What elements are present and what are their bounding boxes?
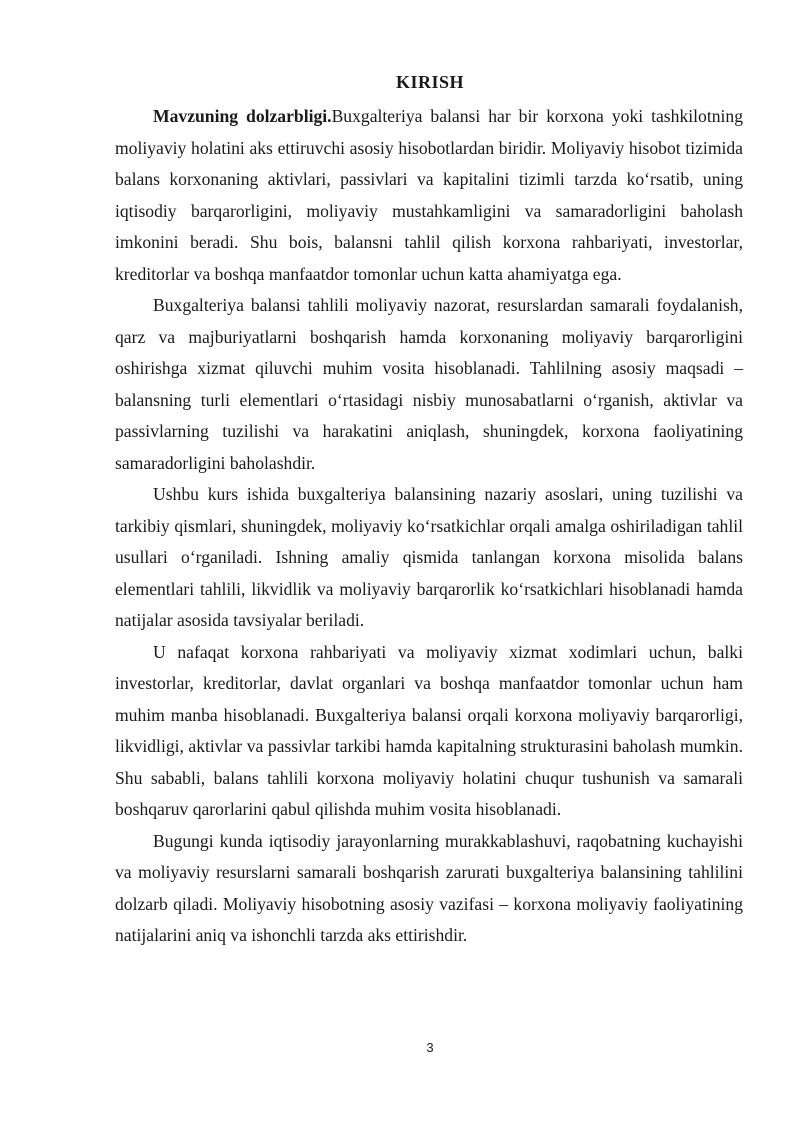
paragraph-lead: Mavzuning dolzarbligi. xyxy=(153,106,332,126)
paragraph-2: Buxgalteriya balansi tahlili moliyaviy nazorat, resurslardan samarali foydalanish, qarz va majburiyatlarni boshqarish hamda korxonaning moliyaviy barqarorligini oshirishga xizmat qiluvchi muhim vosita hisoblanadi. Tahlilning asosiy maqsadi – balansning turli elementlari o‘rtasidagi nisbiy munosabatlarni o‘rganish, aktivlar va passivlarning tuzilishi va harakatini aniqlash, shuningdek, korxona faoliyatining samaradorligini baholashdir. xyxy=(115,295,743,473)
page-number: 3 xyxy=(426,1040,434,1055)
paragraph-4: U nafaqat korxona rahbariyati va moliyaviy xizmat xodimlari uchun, balki investorlar, kreditorlar, davlat organlari va boshqa manfaatdor tomonlar uchun ham muhim manba hisoblanadi. Buxgalteriya balansi orqali korxona moliyaviy barqarorligi, likvidligi, aktivlar va passivlar tarkibi hamda kapitalning strukturasini baholash mumkin. Shu sababli, balans tahlili korxona moliyaviy holatini chuqur tushunish va samarali boshqaruv qarorlarini qabul qilishda muhim vosita hisoblanadi. xyxy=(115,641,743,819)
paragraph-5: Bugungi kunda iqtisodiy jarayonlarning murakkablashuvi, raqobatning kuchayishi va moliyaviy resurslarni samarali boshqarish zarurati buxgalteriya balansining tahlilini dolzarb qiladi. Moliyaviy hisobotning asosiy vazifasi – korxona moliyaviy faoliyatining natijalarini aniq va ishonchli tarzda aks ettirishdir. xyxy=(115,830,743,945)
paragraph-text: Buxgalteriya balansi har bir korxona yoki tashkilotning moliyaviy holatini aks ettiruvchi asosiy hisobotlardan biridir. Moliyaviy hisobot tizimida balans korxonaning aktivlari, passivlari va kapitalini tizimli tarzda ko‘rsatib, uning iqtisodiy barqarorligini, moliyaviy mustahkamligini va samaradorligini baholash imkonini beradi. Shu bois, balansni tahlil qilish korxona rahbariyati, investorlar, kreditorlar va boshqa manfaatdor tomonlar uchun katta ahamiyatga ega. xyxy=(115,106,743,284)
paragraph-3: Ushbu kurs ishida buxgalteriya balansining nazariy asoslari, uning tuzilishi va tarkibiy qismlari, shuningdek, moliyaviy ko‘rsatkichlar orqali amalga oshiriladigan tahlil usullari o‘rganiladi. Ishning amaliy qismida tanlangan korxona misolida balans elementlari tahlili, likvidlik va moliyaviy barqarorlik ko‘rsatkichlari hisoblanadi hamda natijalar asosida tavsiyalar beriladi. xyxy=(115,484,743,630)
body-text xyxy=(115,101,743,952)
page-title: KIRISH xyxy=(395,72,465,92)
paragraph-1 xyxy=(115,101,743,290)
